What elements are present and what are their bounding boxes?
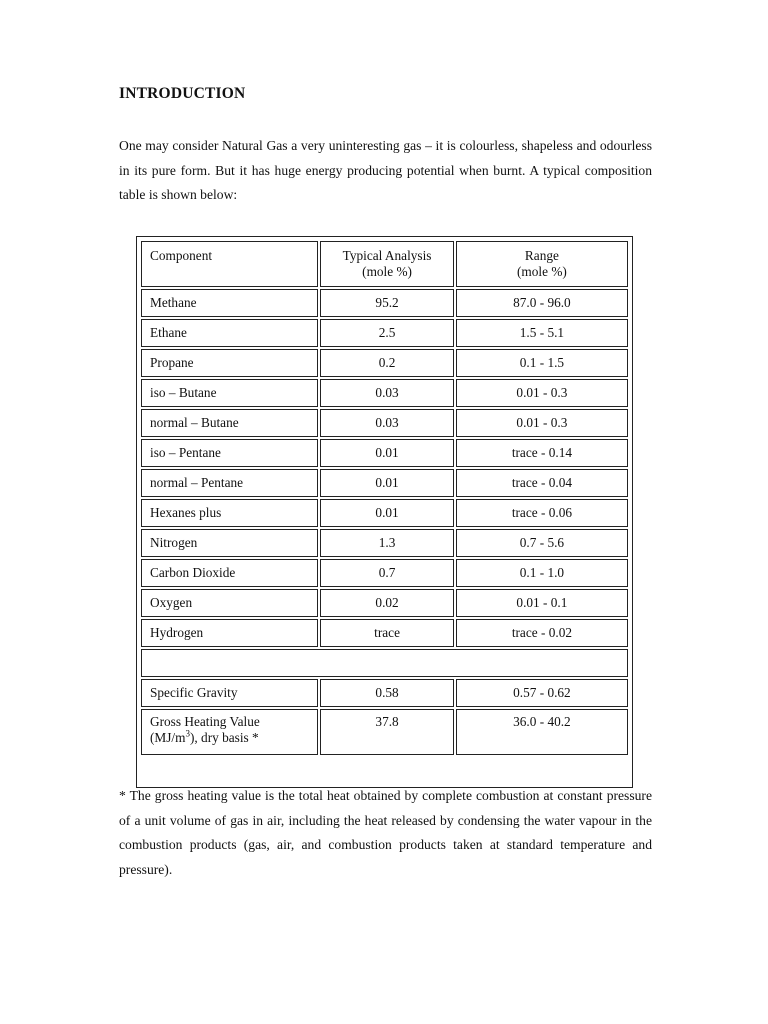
header-range (456, 241, 628, 287)
range-cell: 0.1 - 1.0 (456, 559, 628, 587)
range-cell: 0.1 - 1.5 (456, 349, 628, 377)
range-cell: 1.5 - 5.1 (456, 319, 628, 347)
footnote-paragraph: * The gross heating value is the total heat obtained by complete combustion at constant pressure of a unit volume of gas in air, including the heat released by condensing the water vapour in the combustion products (gas, air, and combustion products taken at standard temperature and pressure). (119, 788, 652, 877)
component-cell: Hydrogen (141, 619, 318, 647)
range-cell: 36.0 - 40.2 (456, 709, 628, 755)
heating-label-unit-sup: 3 (185, 728, 190, 739)
header-typical-analysis (320, 241, 454, 287)
empty-spacer-cell (141, 649, 628, 677)
composition-table (139, 239, 630, 757)
table-row (141, 439, 628, 467)
table-row (141, 379, 628, 407)
typical-cell: 0.03 (320, 409, 454, 437)
typical-cell: 0.7 (320, 559, 454, 587)
range-cell: trace - 0.14 (456, 439, 628, 467)
property-label-cell: Specific Gravity (141, 679, 318, 707)
range-cell: 87.0 - 96.0 (456, 289, 628, 317)
range-cell: trace - 0.04 (456, 469, 628, 497)
table-spacer-row (141, 649, 628, 677)
typical-cell: 2.5 (320, 319, 454, 347)
typical-cell: 95.2 (320, 289, 454, 317)
typical-cell: trace (320, 619, 454, 647)
intro-paragraph: One may consider Natural Gas a very uninteresting gas – it is colourless, shapeless and odourless in its pure form. But it has huge energy producing potential when burnt. A typical composition table is shown below: (119, 138, 652, 202)
header-range-line2: (mole %) (516, 264, 567, 279)
heating-label-line1: Gross Heating Value (150, 714, 260, 729)
table-row (141, 409, 628, 437)
table-row (141, 529, 628, 557)
typical-cell: 0.01 (320, 499, 454, 527)
header-range-line1: Range (524, 248, 559, 263)
range-cell: trace - 0.02 (456, 619, 628, 647)
table-row (141, 559, 628, 587)
component-cell: Carbon Dioxide (141, 559, 318, 587)
heating-label-unit-pre: (MJ/m (150, 730, 186, 745)
range-cell: 0.7 - 5.6 (456, 529, 628, 557)
typical-cell: 0.01 (320, 439, 454, 467)
range-cell: trace - 0.06 (456, 499, 628, 527)
range-cell: 0.01 - 0.1 (456, 589, 628, 617)
component-cell: iso – Butane (141, 379, 318, 407)
typical-cell: 0.58 (320, 679, 454, 707)
property-label-cell (141, 709, 318, 755)
range-cell: 0.01 - 0.3 (456, 379, 628, 407)
typical-cell: 1.3 (320, 529, 454, 557)
table-row (141, 289, 628, 317)
table-row (141, 589, 628, 617)
component-cell: Ethane (141, 319, 318, 347)
table-header-row (141, 241, 628, 287)
heating-label-unit-post: ), dry basis * (189, 730, 259, 745)
component-cell: Methane (141, 289, 318, 317)
composition-table-frame (136, 236, 633, 788)
typical-cell: 0.01 (320, 469, 454, 497)
header-typical-line1: Typical Analysis (342, 248, 432, 263)
component-cell: Hexanes plus (141, 499, 318, 527)
component-cell: Nitrogen (141, 529, 318, 557)
table-row-specific-gravity (141, 679, 628, 707)
component-cell: Propane (141, 349, 318, 377)
section-heading: INTRODUCTION (119, 85, 246, 102)
typical-cell: 0.2 (320, 349, 454, 377)
range-cell: 0.57 - 0.62 (456, 679, 628, 707)
header-typical-line2: (mole %) (362, 264, 412, 279)
table-row (141, 349, 628, 377)
table-row (141, 619, 628, 647)
table-row (141, 499, 628, 527)
range-cell: 0.01 - 0.3 (456, 409, 628, 437)
table-row (141, 469, 628, 497)
table-row (141, 319, 628, 347)
typical-cell: 0.02 (320, 589, 454, 617)
component-cell: normal – Pentane (141, 469, 318, 497)
component-cell: iso – Pentane (141, 439, 318, 467)
table-row-heating-value (141, 709, 628, 755)
component-cell: Oxygen (141, 589, 318, 617)
component-cell: normal – Butane (141, 409, 318, 437)
header-component: Component (141, 241, 318, 287)
typical-cell: 37.8 (320, 709, 454, 755)
typical-cell: 0.03 (320, 379, 454, 407)
